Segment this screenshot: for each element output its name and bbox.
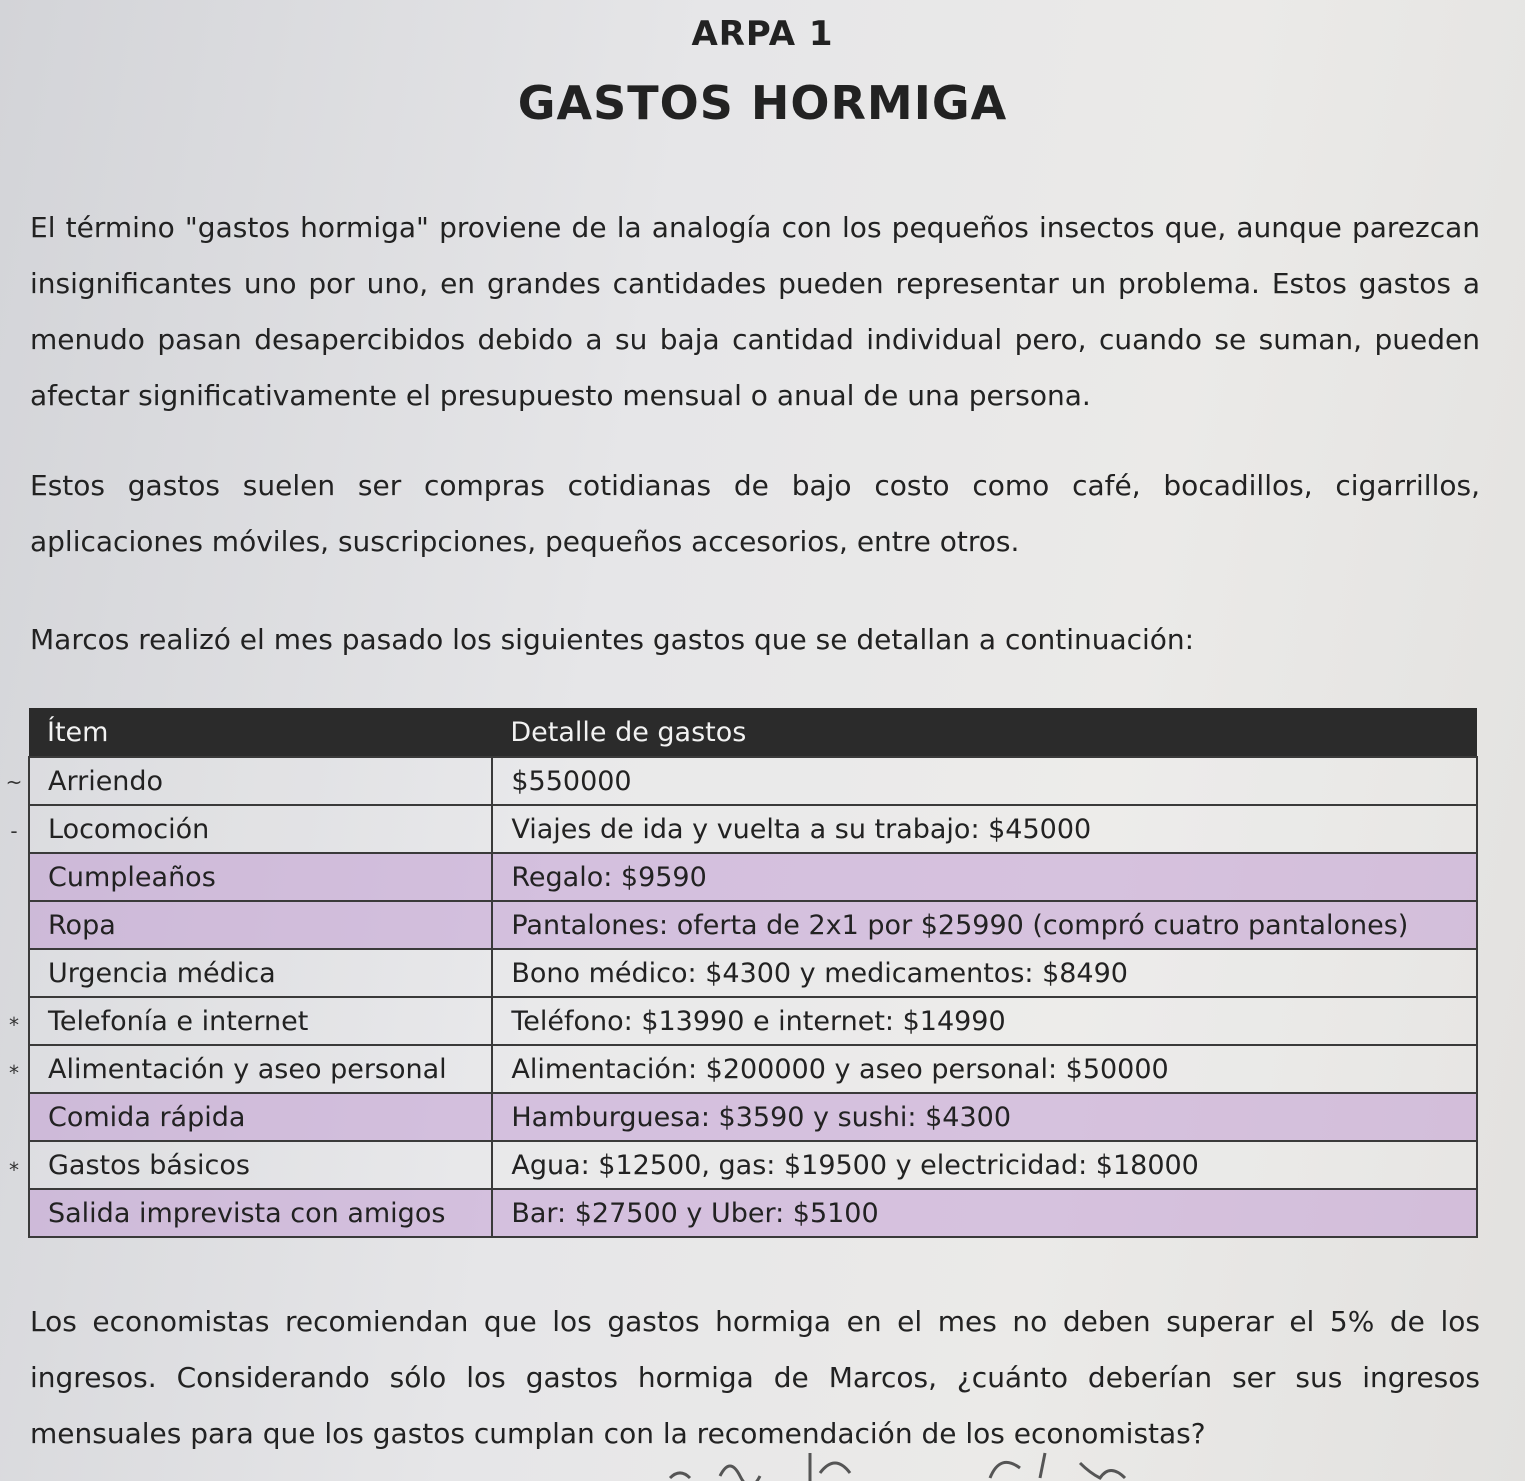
item-cell: Telefonía e internet	[29, 997, 492, 1045]
table-row	[29, 1045, 1477, 1093]
margin-mark: *	[9, 1158, 19, 1182]
table-row	[29, 1093, 1477, 1141]
item-cell: Salida imprevista con amigos	[29, 1189, 492, 1237]
margin-mark: *	[9, 1012, 19, 1037]
detail-cell: $550000	[492, 757, 1477, 805]
item-cell: Ropa	[29, 901, 492, 949]
item-cell: Urgencia médica	[29, 949, 492, 997]
subject-heading: ARPA 1	[691, 14, 834, 54]
header-item: Ítem	[29, 708, 492, 757]
examples-paragraph: Estos gastos suelen ser compras cotidianas de bajo costo como café, bocadillos, cigarrillos, aplicaciones móviles, suscripciones, pequeños accesorios, entre otros.	[30, 469, 1480, 558]
item-cell: Locomoción	[29, 805, 492, 853]
table-row	[29, 805, 1477, 853]
margin-mark: -	[10, 818, 18, 843]
page-title: GASTOS HORMIGA	[517, 76, 1008, 130]
margin-mark: *	[9, 1061, 19, 1085]
item-cell: Comida rápida	[29, 1093, 492, 1141]
detail-cell: Pantalones: oferta de 2x1 por $25990 (compró cuatro pantalones)	[492, 901, 1477, 949]
table-row	[29, 997, 1477, 1045]
table-row	[29, 949, 1477, 997]
table-row	[29, 757, 1477, 805]
detail-cell: Alimentación: $200000 y aseo personal: $50000	[492, 1045, 1477, 1093]
table-header-row	[29, 708, 1477, 757]
lead-in-paragraph: Marcos realizó el mes pasado los siguientes gastos que se detallan a continuación:	[30, 623, 1195, 656]
detail-cell: Agua: $12500, gas: $19500 y electricidad: $18000	[492, 1141, 1477, 1189]
detail-cell: Hamburguesa: $3590 y sushi: $4300	[492, 1093, 1477, 1141]
detail-cell: Viajes de ida y vuelta a su trabajo: $45000	[492, 805, 1477, 853]
detail-cell: Bar: $27500 y Uber: $5100	[492, 1189, 1477, 1237]
table-row	[29, 853, 1477, 901]
item-cell: Cumpleaños	[29, 853, 492, 901]
item-cell: Alimentación y aseo personal	[29, 1045, 492, 1093]
table-body	[29, 757, 1477, 1237]
detail-cell: Regalo: $9590	[492, 853, 1477, 901]
margin-mark: ~	[5, 770, 23, 794]
item-cell: Gastos básicos	[29, 1141, 492, 1189]
handwriting-scribble	[660, 1448, 1180, 1481]
table-row	[29, 1189, 1477, 1237]
table-row	[29, 901, 1477, 949]
intro-paragraph: El término "gastos hormiga" proviene de la analogía con los pequeños insectos que, aunque parezcan insignificantes uno por uno, en grandes cantidades pueden representar un problema. Estos gastos a menudo pasan desapercibidos debido a su baja cantidad individual pero, cuando se suman, pueden afectar significativamente el presupuesto mensual o anual de una persona.	[30, 211, 1480, 412]
detail-cell: Bono médico: $4300 y medicamentos: $8490	[492, 949, 1477, 997]
expenses-table	[28, 708, 1478, 1238]
header-detail: Detalle de gastos	[492, 708, 1477, 757]
item-cell: Arriendo	[29, 757, 492, 805]
table-row	[29, 1141, 1477, 1189]
question-paragraph: Los economistas recomiendan que los gastos hormiga en el mes no deben superar el 5% de los ingresos. Considerando sólo los gastos hormiga de Marcos, ¿cuánto deberían ser sus ingresos mensuales para que los gastos cumplan con la recomendación de los economistas?	[30, 1305, 1480, 1450]
expenses-table-wrapper	[28, 708, 1478, 1238]
detail-cell: Teléfono: $13990 e internet: $14990	[492, 997, 1477, 1045]
